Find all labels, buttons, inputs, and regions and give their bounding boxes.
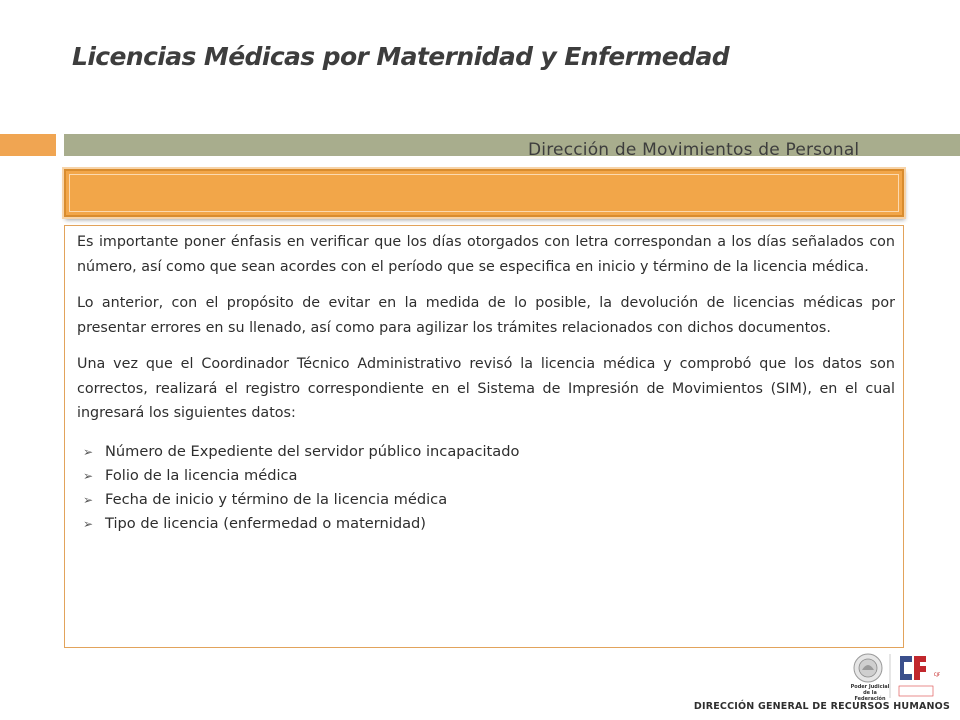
list-item [77,512,895,536]
orange-panel-inner-border [69,174,899,212]
arrow-right-icon: ➢ [83,444,94,459]
list-item [77,464,895,488]
arrow-right-icon: ➢ [83,492,94,507]
paragraph-1: Es importante poner énfasis en verificar que los días otorgados con letra correspondan a los días señalados con número, así como que sean acordes con el período que se especifica en inicio y término de la licencia médica. [77,234,895,275]
bullet-text: Folio de la licencia médica [105,466,298,484]
footer-text: DIRECCIÓN GENERAL DE RECURSOS HUMANOS [693,701,950,712]
paragraph-3: Una vez que el Coordinador Técnico Administrativo revisó la licencia médica y comprobó que los datos son correctos, realizará el registro correspondiente en el Sistema de Impresión de Movimientos (SIM), en el cual ingresará los siguientes datos: [77,356,895,421]
bullet-text: Tipo de licencia (enfermedad o maternidad) [105,514,426,532]
cjf-caption: CJF [933,672,941,677]
orange-header-panel [64,169,904,217]
list-item [77,488,895,512]
page-subtitle: Dirección de Movimientos de Personal [528,140,860,160]
accent-bar-orange [0,134,56,156]
seal-caption: Poder Judicial de la Federación [850,684,890,702]
bullet-text: Número de Expediente del servidor público incapacitado [105,442,520,460]
seal-logo-icon [854,654,882,682]
paragraph-2: Lo anterior, con el propósito de evitar en la medida de lo posible, la devolución de licencias médicas por presentar errores en su llenado, así como para agilizar los trámites relacionados con dichos documentos. [77,295,895,336]
arrow-right-icon: ➢ [83,468,94,483]
bullet-text: Fecha de inicio y término de la licencia médica [105,490,448,508]
bullet-list [77,440,895,536]
content-box [64,225,904,648]
list-item [77,440,895,464]
arrow-right-icon: ➢ [83,516,94,531]
page-title: Licencias Médicas por Maternidad y Enfermedad [72,42,730,71]
